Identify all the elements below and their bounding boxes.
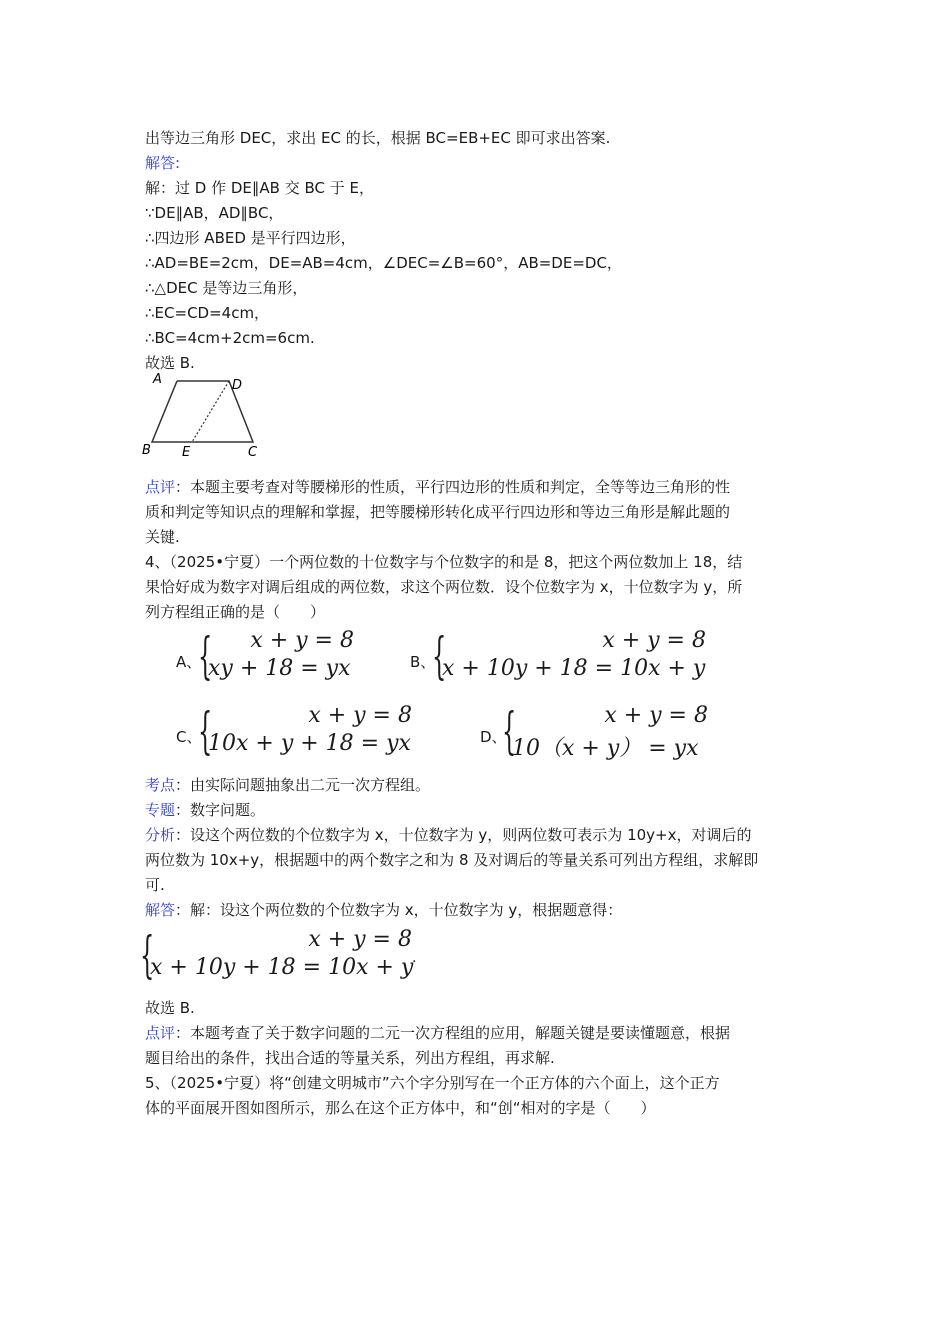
- solution-label: 解答: [145, 901, 176, 919]
- text-line: 可.: [145, 876, 165, 894]
- knowledge-point-text: ：由实际问题抽象出二元一次方程组。: [175, 776, 431, 794]
- knowledge-point-line: [145, 775, 430, 795]
- text-line: 故选 B.: [145, 354, 195, 372]
- analysis-line: [145, 825, 752, 845]
- label-C: C: [248, 445, 258, 460]
- option-d-system: [502, 702, 722, 762]
- text-line: 列方程组正确的是（ ）: [145, 603, 326, 621]
- text-line: 故选 B.: [145, 999, 195, 1017]
- analysis-text: ：设这个两位数的个位数字为 x，十位数字为 y，则两位数可表示为 10y+x，对调后的: [175, 826, 752, 844]
- text-line: 两位数为 10x+y，根据题中的两个数字之和为 8 及对调后的等量关系可列出方程组，求解即: [145, 851, 759, 869]
- topic-text: ：数字问题。: [175, 801, 266, 819]
- text-line: 关键.: [145, 528, 180, 546]
- label-B: B: [142, 443, 151, 458]
- option-c-eq2: 10x + y + 18 = yx: [208, 731, 411, 756]
- option-c-eq1: x + y = 8: [308, 703, 412, 728]
- question-5-line: 5、（2025•宁夏）将“创建文明城市”六个字分别写在一个正方体的六个面上，这个正方: [145, 1074, 720, 1092]
- text-line: ∴四边形 ABED 是平行四边形，: [145, 229, 356, 247]
- label-A: A: [153, 372, 162, 387]
- text-line: 体的平面展开图如图所示，那么在这个正方体中，和“创“相对的字是（ ）: [145, 1099, 656, 1117]
- option-b-eq1: x + y = 8: [602, 628, 706, 653]
- option-c-label: C、: [176, 728, 202, 746]
- brace-icon: {: [502, 702, 517, 760]
- text-line: ∵DE∥AB，AD∥BC，: [145, 204, 284, 222]
- dashed-segment-DE: [192, 381, 229, 442]
- option-b-eq2: x + 10y + 18 = 10x + y: [442, 656, 706, 681]
- option-b-label: B、: [410, 653, 436, 671]
- trapezoid-figure: [140, 372, 270, 462]
- answer-eq2: x + 10y + 18 = 10x + y: [150, 955, 414, 980]
- question-4-line: 4、（2025•宁夏）一个两位数的十位数字与个位数字的和是 8，把这个两位数加上 18，结: [145, 553, 743, 571]
- review-line: [145, 477, 730, 497]
- brace-icon: {: [198, 702, 213, 760]
- text-line: ∴BC=4cm+2cm=6cm.: [145, 329, 315, 347]
- brace-icon: {: [198, 627, 213, 685]
- text-line: 出等边三角形 DEC，求出 EC 的长，根据 BC=EB+EC 即可求出答案.: [145, 129, 611, 147]
- text-line: 解：过 D 作 DE∥AB 交 BC 于 E，: [145, 179, 374, 197]
- text-line: ∴△DEC 是等边三角形，: [145, 279, 308, 297]
- knowledge-point-label: 考点: [145, 776, 176, 794]
- option-a-label: A、: [176, 653, 202, 671]
- text-line: 质和判定等知识点的理解和掌握，把等腰梯形转化成平行四边形和等边三角形是解此题的: [145, 503, 731, 521]
- comment-line: [145, 1023, 730, 1043]
- option-a-system: [198, 627, 368, 687]
- brace-icon: {: [432, 627, 447, 685]
- text-line: ∴AD=BE=2cm，DE=AB=4cm，∠DEC=∠B=60°，AB=DE=DC，: [145, 254, 622, 272]
- option-d-eq1: x + y = 8: [604, 703, 708, 728]
- solution-text: ：解：设这个两位数的个位数字为 x，十位数字为 y，根据题意得：: [175, 901, 623, 919]
- comment-label: 点评: [145, 1024, 176, 1042]
- option-d-eq2: 10（x + y） = yx: [512, 736, 699, 761]
- review-label: 点评: [145, 478, 176, 496]
- option-c-system: [198, 702, 428, 762]
- review-text: ：本题主要考查对等腰梯形的性质，平行四边形的性质和判定，全等等边三角形的性: [175, 478, 731, 496]
- option-b-system: [432, 627, 722, 687]
- answer-period: .: [412, 950, 417, 966]
- text-line: ∴EC=CD=4cm，: [145, 304, 270, 322]
- topic-label: 专题: [145, 801, 176, 819]
- label-E: E: [182, 445, 191, 460]
- answer-label: 解答:: [145, 154, 181, 172]
- label-D: D: [232, 378, 243, 393]
- option-a-eq2: xy + 18 = yx: [208, 656, 351, 681]
- solution-line: [145, 900, 622, 920]
- answer-system: [140, 926, 440, 986]
- topic-line: [145, 800, 265, 820]
- comment-text: ：本题考查了关于数字问题的二元一次方程组的应用，解题关键是要读懂题意，根据: [175, 1024, 731, 1042]
- text-line: 题目给出的条件，找出合适的等量关系，列出方程组，再求解.: [145, 1049, 555, 1067]
- text-line: 果恰好成为数字对调后组成的两位数，求这个两位数．设个位数字为 x，十位数字为 y，所: [145, 578, 743, 596]
- option-a-eq1: x + y = 8: [250, 628, 354, 653]
- answer-eq1: x + y = 8: [308, 927, 412, 952]
- brace-icon: {: [140, 926, 155, 984]
- option-d-label: D、: [480, 728, 507, 746]
- analysis-label: 分析: [145, 826, 176, 844]
